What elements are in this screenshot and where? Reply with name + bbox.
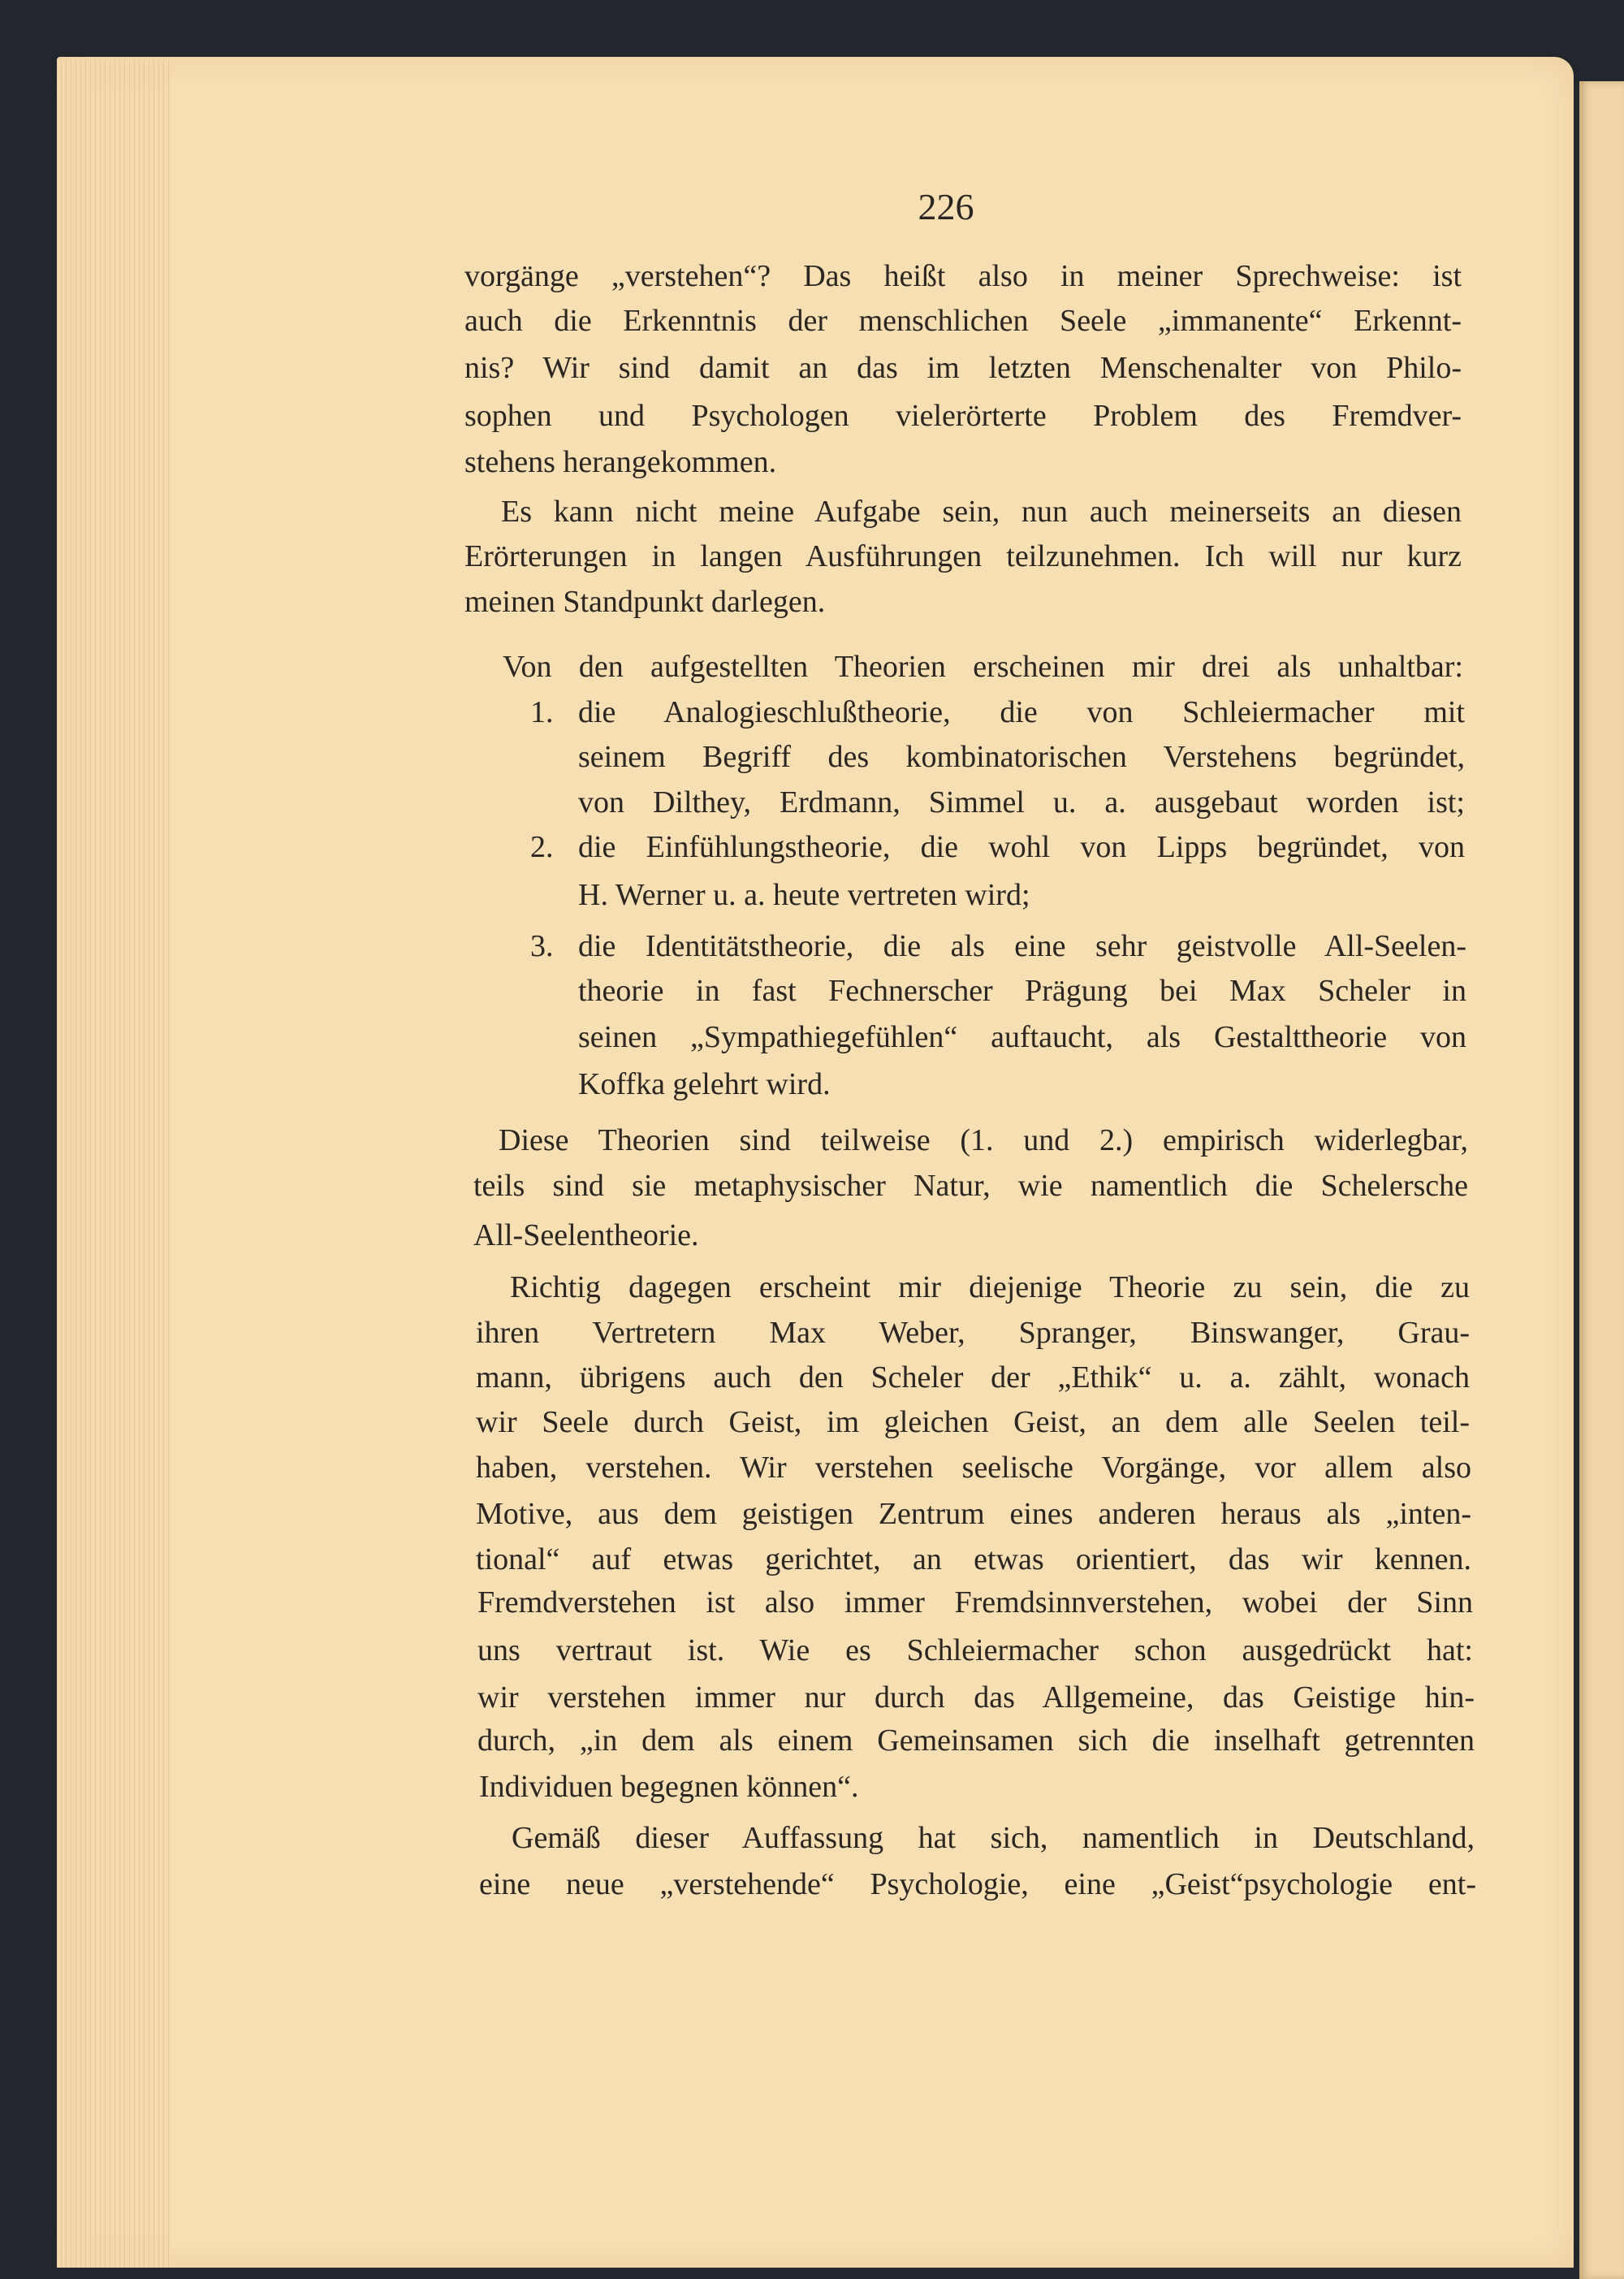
list-item-line: H. Werner u. a. heute vertreten wird; <box>578 878 1030 912</box>
text-line: wir Seele durch Geist, im gleichen Geist, an dem alle Seelen teil- <box>476 1405 1470 1439</box>
text-line: meinen Standpunkt darlegen. <box>464 585 826 619</box>
list-item-line: theorie in fast Fechnerscher Prägung bei Max Scheler in <box>578 974 1466 1008</box>
text-line: sophen und Psychologen vielerörterte Problem des Fremdver- <box>464 399 1462 433</box>
text-line: Erörterungen in langen Ausführungen teilzunehmen. Ich will nur kurz <box>464 539 1462 573</box>
text-line: auch die Erkenntnis der menschlichen Seele „immanente“ Erkennt- <box>464 304 1462 338</box>
list-item-line: die Einfühlungstheorie, die wohl von Lipps begründet, von <box>578 830 1465 864</box>
text-line: nis? Wir sind damit an das im letzten Menschenalter von Philo- <box>464 351 1462 385</box>
list-item-line: von Dilthey, Erdmann, Simmel u. a. ausgebaut worden ist; <box>578 785 1465 819</box>
text-line: Von den aufgestellten Theorien erscheinen mir drei als unhaltbar: <box>503 650 1463 684</box>
list-item-line: die Analogieschlußtheorie, die von Schleiermacher mit <box>578 695 1465 729</box>
list-item-line: die Identitätstheorie, die als eine sehr geistvolle All-Seelen- <box>578 929 1466 963</box>
text-line: Diese Theorien sind teilweise (1. und 2.) empirisch widerlegbar, <box>499 1123 1468 1157</box>
text-line: vorgänge „verstehen“? Das heißt also in meiner Sprechweise: ist <box>464 259 1462 293</box>
page-stack-edges <box>57 60 171 2268</box>
list-number: 2. <box>530 830 554 864</box>
text-line: haben, verstehen. Wir verstehen seelische Vorgänge, vor allem also <box>476 1451 1471 1485</box>
text-line: mann, übrigens auch den Scheler der „Ethik“ u. a. zählt, wonach <box>476 1360 1470 1395</box>
text-line: ihren Vertretern Max Weber, Spranger, Binswanger, Grau- <box>476 1316 1470 1350</box>
text-line: Fremdverstehen ist also immer Fremdsinnverstehen, wobei der Sinn <box>477 1585 1473 1620</box>
list-item-line: Koffka gelehrt wird. <box>578 1067 831 1101</box>
text-line: teils sind sie metaphysischer Natur, wie namentlich die Schelersche <box>473 1169 1468 1203</box>
list-number: 1. <box>530 695 554 729</box>
text-line: eine neue „verstehende“ Psychologie, eine „Geist“psychologie ent- <box>479 1867 1476 1901</box>
page-number: 226 <box>918 186 974 227</box>
text-line: Es kann nicht meine Aufgabe sein, nun auch meinerseits an diesen <box>501 495 1462 529</box>
text-line: Individuen begegnen können“. <box>479 1770 859 1804</box>
adjacent-page-edge <box>1579 81 1624 2279</box>
list-item-line: seinen „Sympathiegefühlen“ auftaucht, als Gestalttheorie von <box>578 1020 1466 1054</box>
list-item-line: seinem Begriff des kombinatorischen Verstehens begründet, <box>578 740 1465 774</box>
text-line: stehens herangekommen. <box>464 445 777 479</box>
list-number: 3. <box>530 929 554 963</box>
text-line: uns vertraut ist. Wie es Schleiermacher schon ausgedrückt hat: <box>477 1633 1473 1667</box>
text-line: tional“ auf etwas gerichtet, an etwas orientiert, das wir kennen. <box>476 1542 1471 1576</box>
text-line: wir verstehen immer nur durch das Allgemeine, das Geistige hin- <box>477 1680 1475 1715</box>
text-line: All-Seelentheorie. <box>473 1218 699 1252</box>
text-line: Motive, aus dem geistigen Zentrum eines anderen heraus als „inten- <box>476 1497 1471 1531</box>
text-line: Richtig dagegen erscheint mir diejenige Theorie zu sein, die zu <box>510 1270 1470 1304</box>
text-line: durch, „in dem als einem Gemeinsamen sich die inselhaft getrennten <box>477 1723 1475 1758</box>
text-line: Gemäß dieser Auffassung hat sich, namentlich in Deutschland, <box>512 1821 1475 1855</box>
